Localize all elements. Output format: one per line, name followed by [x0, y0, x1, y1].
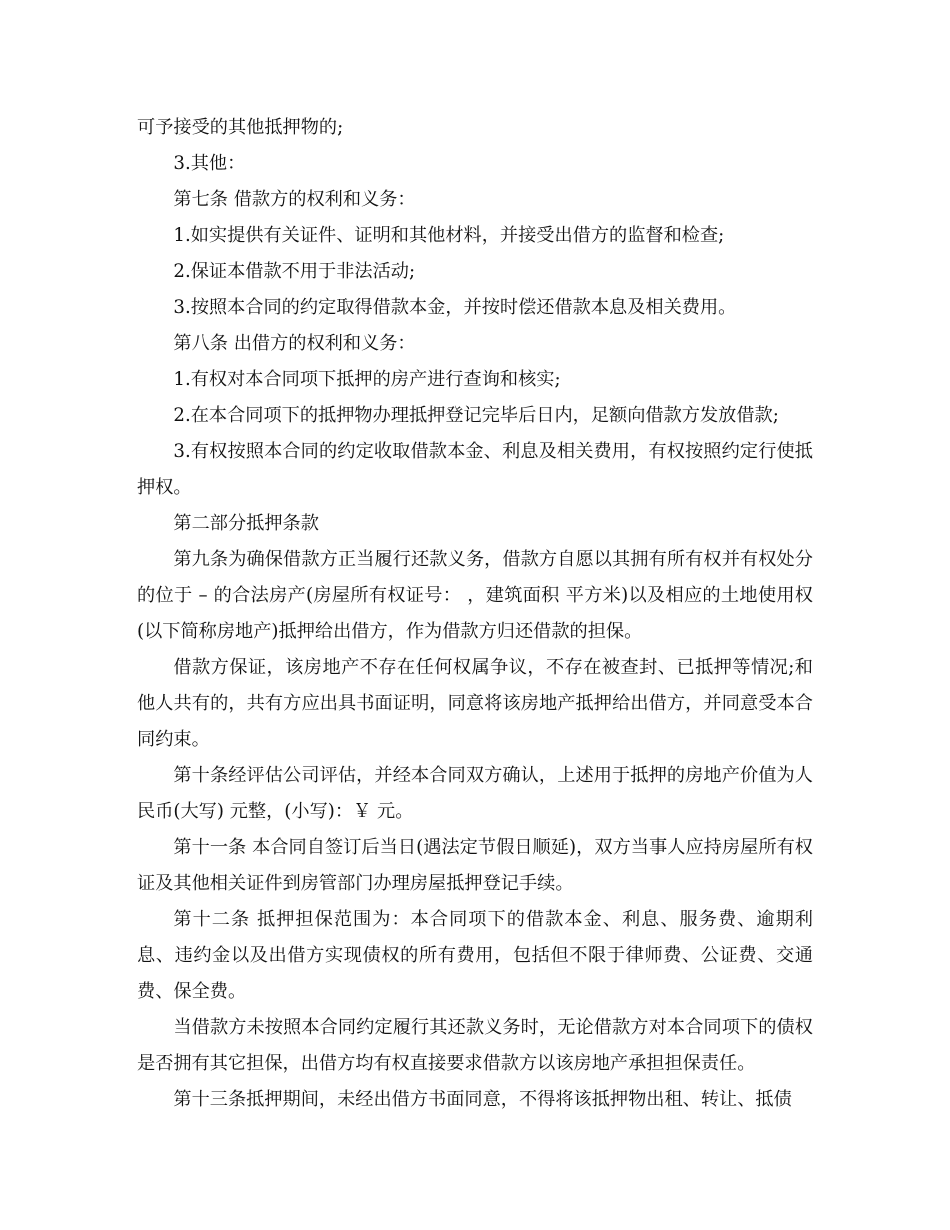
paragraph-continuation: 可予接受的其他抵押物的;	[137, 117, 344, 138]
article-11: 第十一条 本合同自签订后当日(遇法定节假日顺延)，双方当事人应持房屋所有权证及其他相关证件到房管部门办理房屋抵押登记手续。	[137, 837, 813, 894]
document-body	[137, 110, 813, 1118]
article-8-item-1: 1.有权对本合同项下抵押的房产进行查询和核实;	[173, 369, 561, 390]
part-2-heading: 第二部分抵押条款	[173, 513, 319, 534]
article-8-item-3: 3.有权按照本合同的约定收取借款本金、利息及相关费用，有权按照约定行使抵押权。	[137, 441, 813, 498]
article-7-item-2: 2.保证本借款不用于非法活动;	[173, 261, 416, 282]
article-7-item-3: 3.按照本合同的约定取得借款本金，并按时偿还借款本息及相关费用。	[173, 297, 737, 318]
paragraph-item-3-other: 3.其他：	[173, 153, 246, 174]
article-8-heading: 第八条 出借方的权利和义务：	[173, 333, 416, 354]
article-7-item-1: 1.如实提供有关证件、证明和其他材料，并接受出借方的监督和检查;	[173, 225, 725, 246]
article-9: 第九条为确保借款方正当履行还款义务，借款方自愿以其拥有所有权并有权处分的位于 – 的合法房产(房屋所有权证号： ，建筑面积 平方米)以及相应的土地使用权(以下简称房地产)抵押给出借方，作为借款方归还借款的担保。	[137, 549, 813, 642]
default-liability: 当借款方未按照本合同约定履行其还款义务时，无论借款方对本合同项下的债权是否拥有其它担保，出借方均有权直接要求借款方以该房地产承担担保责任。	[137, 1017, 813, 1074]
article-12: 第十二条 抵押担保范围为：本合同项下的借款本金、利息、服务费、逾期利息、违约金以及出借方实现债权的所有费用，包括但不限于律师费、公证费、交通费、保全费。	[137, 909, 813, 1002]
article-8-item-2: 2.在本合同项下的抵押物办理抵押登记完毕后日内，足额向借款方发放借款;	[173, 405, 779, 426]
article-7-heading: 第七条 借款方的权利和义务：	[173, 189, 416, 210]
article-10: 第十条经评估公司评估，并经本合同双方确认，上述用于抵押的房地产价值为人民币(大写) 元整，(小写)：￥ 元。	[137, 765, 813, 822]
borrower-guarantee: 借款方保证，该房地产不存在任何权属争议，不存在被查封、已抵押等情况;和他人共有的，共有方应出具书面证明，同意将该房地产抵押给出借方，并同意受本合同约束。	[137, 657, 813, 750]
article-13: 第十三条抵押期间，未经出借方书面同意，不得将该抵押物出租、转让、抵债	[173, 1089, 792, 1110]
